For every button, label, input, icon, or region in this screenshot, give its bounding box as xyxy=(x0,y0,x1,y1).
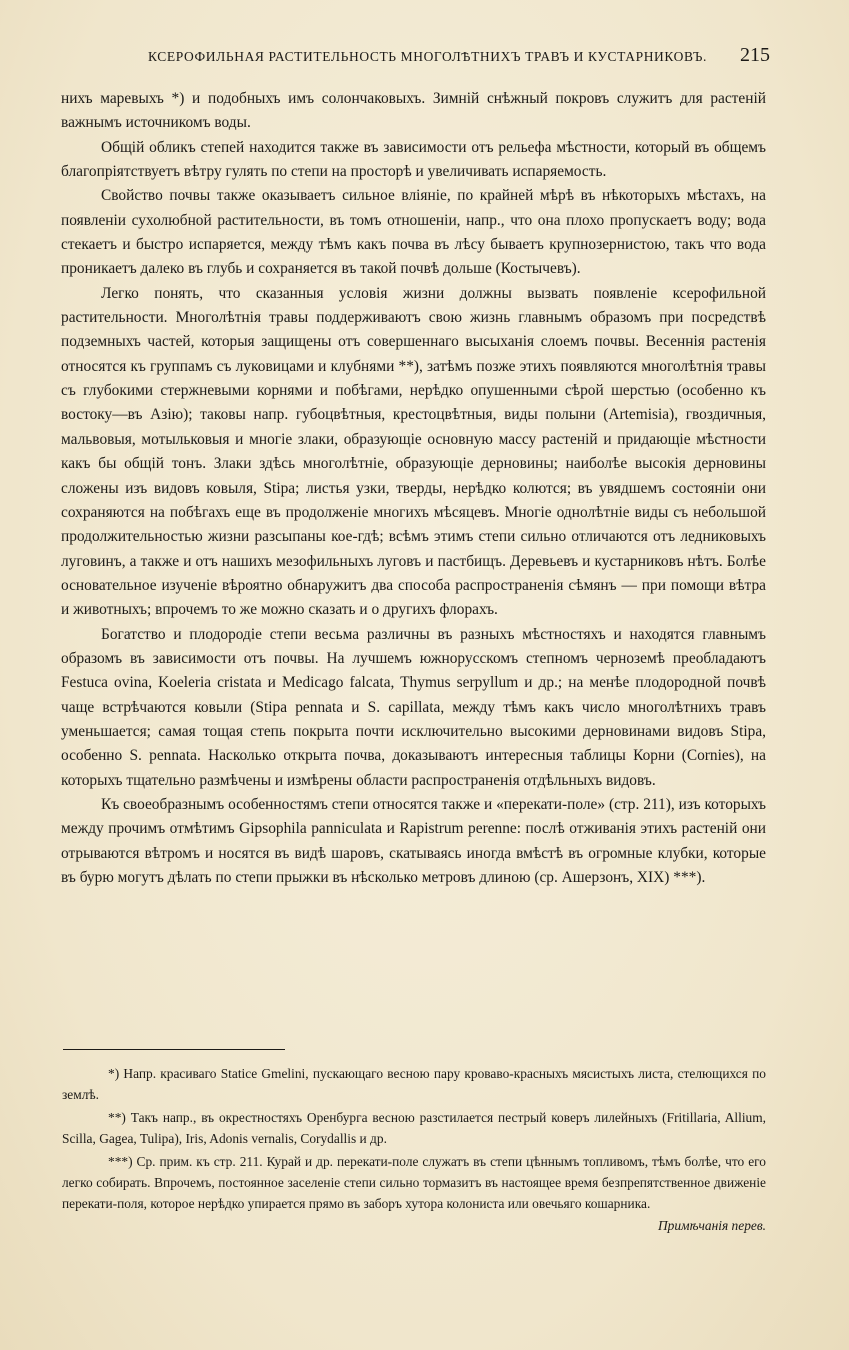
footnote-divider xyxy=(63,1049,285,1050)
page-number: 215 xyxy=(740,44,770,66)
footnotes xyxy=(62,1063,766,1236)
paragraph: Богатство и плодородіе степи весьма различны въ разныхъ мѣстностяхъ и находятся главнымъ образомъ въ зависимости отъ почвы. На лучшемъ южнорусскомъ степномъ черноземѣ преобладаютъ Festuca ovina, Koeleria cristata и Medicago falcata, Thymus serpyllum и др.; на менѣе плодородной почвѣ чаще встрѣчаются ковыли (Stipa pennata и S. capillata, между тѣмъ какъ число многолѣтнихъ травъ уменьшается; самая тощая степь покрыта почти исключительно высокими дерновинами видовъ Stipa, особенно S. pennata. Насколько открыта почва, доказываютъ интересныя таблицы Корни (Cornies), на которыхъ тщательно размѣчены и измѣрены области распространенія отдѣльныхъ видовъ. xyxy=(61,625,766,789)
footnote: **) Такъ напр., въ окрестностяхъ Оренбурга весною разстилается пестрый коверъ лилейныхъ (Fritillaria, Allium, Scilla, Gagea, Tulipa), Iris, Adonis vernalis, Corydallis и др. xyxy=(62,1109,766,1147)
paragraph: Общій обликъ степей находится также въ зависимости отъ рельефа мѣстности, который въ общемъ благопріятствуетъ вѣтру гулять по степи на просторѣ и увеличивать испаряемость. xyxy=(61,138,766,181)
footnote xyxy=(62,1151,766,1233)
footnote-text: ***) Ср. прим. къ стр. 211. Курай и др. перекати-поле служатъ въ степи цѣннымъ топливомъ, тѣмъ болѣе, что его легко собирать. Впрочемъ, постоянное заселеніе степи сильно тормазитъ въ настоящее время безпрепятственное движеніе перекати-поля, которое нерѣдко упирается прямо въ заборъ хутора колониста или овечьяго кошарника. xyxy=(62,1153,766,1212)
paragraph: Свойство почвы также оказываетъ сильное вліяніе, по крайней мѣрѣ въ нѣкоторыхъ мѣстахъ, на появленіи сухолюбной растительности, въ томъ отношеніи, напр., что она плохо пропускаетъ воду; вода стекаетъ и быстро испаряется, между тѣмъ какъ почва въ лѣсу бываетъ крупнозернистою, такъ что вода проникаетъ далеко въ глубь и сохраняется въ такой почвѣ дольше (Костычевъ). xyxy=(61,187,766,278)
translator-signature: Примѣчанія перев. xyxy=(658,1217,766,1233)
footnote: *) Напр. красиваго Statice Gmelini, пускающаго весною пару кроваво-красныхъ мясистыхъ листа, стелющихся по землѣ. xyxy=(62,1066,766,1103)
page-header xyxy=(120,44,770,72)
paragraph: Къ своеобразнымъ особенностямъ степи относятся также и «перекати-поле» (стр. 211), изъ которыхъ между прочимъ отмѣтимъ Gipsophila panniculata и Rapistrum perenne: послѣ отживанія этихъ растеній они отрываются вѣтромъ и носятся въ видѣ шаровъ, скатываясь иногда вмѣстѣ въ огромные клубки, которые въ бурю могутъ дѣлать по степи прыжки въ нѣсколько метровъ длиною (ср. Ашерзонъ, XIX) ***). xyxy=(61,795,766,886)
main-text xyxy=(61,87,766,890)
running-head: КСЕРОФИЛЬНАЯ РАСТИТЕЛЬНОСТЬ МНОГОЛѢТНИХЪ ТРАВЪ И КУСТАРНИКОВЪ. xyxy=(148,49,708,64)
paragraph: нихъ маревыхъ *) и подобныхъ имъ солончаковыхъ. Зимній снѣжный покровъ служитъ для растеній важнымъ источникомъ воды. xyxy=(61,90,766,132)
paragraph: Легко понять, что сказанныя условія жизни должны вызвать появленіе ксерофильной растительности. Многолѣтнія травы поддерживаютъ свою жизнь главнымъ образомъ при посредствѣ подземныхъ частей, которыя защищены отъ совершеннаго высыханія слоемъ почвы. Весеннія растенія относятся къ группамъ съ луковицами и клубнями **), затѣмъ позже этихъ появляются многолѣтнія травы съ глубокими стержневыми корнями и побѣгами, нерѣдко опушенными сѣрой шерстью (особенно къ востоку—въ Азію); таковы напр. губоцвѣтныя, крестоцвѣтныя, виды полыни (Artemisia), гвоздичныя, мальвовыя, мотыльковыя и многіе злаки, образующіе основную массу растеній и придающіе мѣстности какъ бы общій тонъ. Злаки здѣсь многолѣтніе, образующіе дерновины; наиболѣе высокія дерновины сложены изъ видовъ ковыля, Stipa; листья узки, тверды, нерѣдко колются; въ увядшемъ состояніи они сохраняются на побѣгахъ еще въ продолженіе многихъ мѣсяцевъ. Многіе однолѣтніе виды съ небольшой продолжительностью жизни разсыпаны кое-гдѣ; всѣмъ этимъ степи сильно отличаются отъ ледниковыхъ луговинъ, а также и отъ нашихъ мезофильныхъ луговъ и пастбищъ. Деревьевъ и кустарниковъ нѣтъ. Болѣе основательное изученіе вѣроятно обнаружитъ два способа распространенія сѣмянъ — при помощи вѣтра и животныхъ; впрочемъ то же можно сказать и о другихъ флорахъ. xyxy=(61,284,766,619)
